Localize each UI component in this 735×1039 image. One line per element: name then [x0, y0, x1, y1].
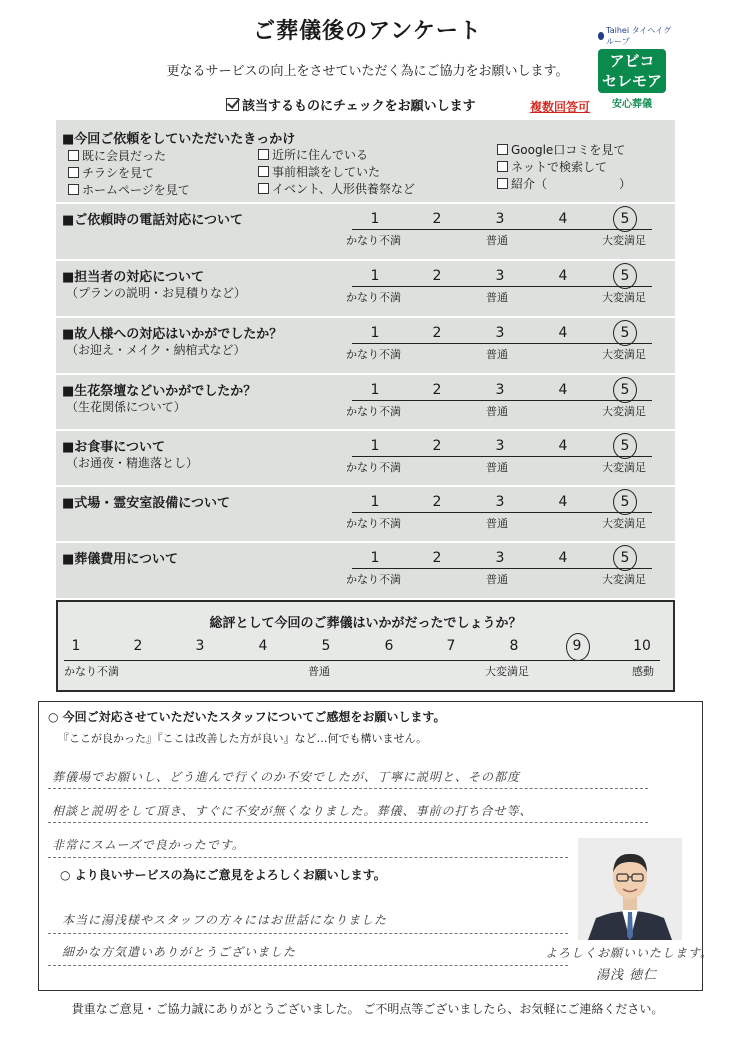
overall-option-10[interactable]: 10 [633, 638, 651, 654]
logo-group: Taihei タイヘイグループ [606, 26, 672, 46]
scale-line [352, 512, 652, 513]
overall-label-2: 大変満足 [485, 665, 529, 678]
rating-4-option-3[interactable]: 3 [495, 382, 505, 398]
dashed-line [48, 788, 648, 789]
option-homepage[interactable]: ホームページを見て [68, 181, 190, 198]
scale-label-low: かなり不満 [346, 517, 401, 530]
scale-label-high: 大変満足 [602, 234, 646, 247]
rating-3-option-5[interactable]: 5 [620, 325, 630, 341]
footer-note: 貴重なご意見・ご協力誠にありがとうございました。 ご不明点等ございましたら、お気軽にご連絡ください。 [71, 1002, 664, 1016]
scale-label-low: かなり不満 [346, 461, 401, 474]
scale-label-mid: 普通 [486, 517, 508, 530]
overall-option-3[interactable]: 3 [195, 638, 205, 654]
scale-line [352, 286, 652, 287]
scale-label-high: 大変満足 [602, 405, 646, 418]
rating-4-option-2[interactable]: 2 [432, 382, 442, 398]
scale-label-high: 大変満足 [602, 461, 646, 474]
checkbox-icon [68, 184, 79, 195]
rating-subtext-3: （お迎え・メイク・納棺式など） [66, 343, 246, 357]
rating-question-7: ■葬儀費用について [62, 552, 179, 567]
rating-1-option-4[interactable]: 4 [558, 211, 568, 227]
option-event[interactable]: イベント、人形供養祭など [258, 180, 415, 197]
overall-option-5[interactable]: 5 [321, 638, 331, 654]
checkbox-icon [258, 183, 269, 194]
scale-line [352, 568, 652, 569]
rating-2-option-4[interactable]: 4 [558, 268, 568, 284]
option-prior-consultation[interactable]: 事前相談をしていた [258, 163, 380, 180]
instruction-text: 該当するものにチェックをお願いします [242, 99, 476, 114]
checkbox-icon [68, 150, 79, 161]
checkbox-icon [68, 167, 79, 178]
rating-2-option-2[interactable]: 2 [432, 268, 442, 284]
rating-7-option-2[interactable]: 2 [432, 550, 442, 566]
scale-label-high: 大変満足 [602, 573, 646, 586]
improve-heading: ○ より良いサービスの為にご意見をよろしくお願いします。 [60, 868, 386, 882]
rating-question-1: ■ご依頼時の電話対応について [62, 213, 244, 228]
rating-4-option-4[interactable]: 4 [558, 382, 568, 398]
overall-option-1[interactable]: 1 [71, 638, 81, 654]
rating-7-option-1[interactable]: 1 [370, 550, 380, 566]
scale-label-high: 大変満足 [602, 291, 646, 304]
option-flyer[interactable]: チラシを見て [68, 164, 154, 181]
rating-question-3: ■故人様への対応はいかがでしたか？ [62, 327, 283, 342]
rating-5-option-2[interactable]: 2 [432, 438, 442, 454]
row-separator [56, 373, 675, 375]
overall-option-2[interactable]: 2 [133, 638, 143, 654]
staff-comment-line-1: 葬儀場でお願いし、どう進んで行くのか不安でしたが、丁寧に説明と、その都度 [52, 770, 521, 784]
rating-1-option-3[interactable]: 3 [495, 211, 505, 227]
rating-5-option-4[interactable]: 4 [558, 438, 568, 454]
scale-line [352, 456, 652, 457]
selected-circle-mark [566, 633, 590, 661]
overall-question: 総評として今回のご葬儀はいかがだったでしょうか？ [209, 616, 522, 631]
logo-line1: アビコ [609, 52, 655, 70]
scale-label-high: 大変満足 [602, 517, 646, 530]
row-separator [56, 316, 675, 318]
overall-option-9[interactable]: 9 [572, 638, 582, 654]
row-separator [56, 202, 675, 204]
staff-comment-line-3: 非常にスムーズで良かったです。 [52, 838, 245, 852]
checkbox-icon [497, 144, 508, 155]
rating-question-6: ■式場・霊安室設備について [62, 496, 231, 511]
checkbox-icon [497, 178, 508, 189]
scale-label-mid: 普通 [486, 405, 508, 418]
staff-photo [578, 838, 682, 940]
q1-label: ■今回ご依頼をしていただいたきっかけ [62, 132, 296, 147]
rating-subtext-4: （生花関係について） [66, 400, 186, 414]
scale-line [352, 400, 652, 401]
rating-question-2: ■担当者の対応について [62, 270, 205, 285]
staff-greeting: よろしくお願いいたします。 [545, 946, 714, 960]
rating-4-option-1[interactable]: 1 [370, 382, 380, 398]
rating-question-4: ■生花祭壇などいかがでしたか？ [62, 384, 257, 399]
checkbox-icon [258, 149, 269, 160]
row-separator [56, 259, 675, 261]
row-separator [56, 485, 675, 487]
rating-6-option-5[interactable]: 5 [620, 494, 630, 510]
rating-question-5: ■お食事について [62, 440, 166, 455]
scale-label-mid: 普通 [486, 461, 508, 474]
scale-label-low: かなり不満 [346, 405, 401, 418]
dashed-line [48, 965, 568, 966]
overall-section [56, 600, 675, 692]
scale-label-mid: 普通 [486, 348, 508, 361]
scale-label-low: かなり不満 [346, 348, 401, 361]
staff-comment-heading: ○ 今回ご対応させていただいたスタッフについてご感想をお願いします。 [48, 710, 446, 724]
rating-3-option-4[interactable]: 4 [558, 325, 568, 341]
rating-subtext-2: （プランの説明・お見積りなど） [66, 286, 247, 300]
checkbox-icon [258, 166, 269, 177]
improve-line-2: 細かな方気遣いありがとうございました [62, 945, 297, 959]
rating-5-option-1[interactable]: 1 [370, 438, 380, 454]
rating-2-option-1[interactable]: 1 [370, 268, 380, 284]
scale-line [352, 229, 652, 230]
option-web-search[interactable]: ネットで検索して [497, 158, 607, 175]
scale-label-low: かなり不満 [346, 234, 401, 247]
scale-label-mid: 普通 [486, 291, 508, 304]
logo-tagline: 安心葬儀 [612, 99, 652, 110]
overall-option-6[interactable]: 6 [384, 638, 394, 654]
scale-label-low: かなり不満 [346, 573, 401, 586]
rating-6-option-3[interactable]: 3 [495, 494, 505, 510]
rating-4-option-5[interactable]: 5 [620, 382, 630, 398]
rating-6-option-4[interactable]: 4 [558, 494, 568, 510]
overall-scale-line [64, 660, 660, 661]
checkbox-icon [497, 161, 508, 172]
rating-5-option-3[interactable]: 3 [495, 438, 505, 454]
option-google-reviews[interactable]: Google口コミを見て [497, 141, 625, 158]
staff-signature: 湯浅 徳仁 [596, 968, 658, 983]
dashed-line [48, 822, 648, 823]
staff-comment-hint: 『ここが良かった』『ここは改善した方が良い』など…何でも構いません。 [58, 732, 428, 745]
rating-2-option-5[interactable]: 5 [620, 268, 630, 284]
taihei-mark-icon [598, 32, 604, 40]
rating-1-option-1[interactable]: 1 [370, 211, 380, 227]
staff-comment-line-2: 相談と説明をして頂き、すぐに不安が無くなりました。葬儀、事前の打ち合せ等、 [52, 804, 533, 818]
dashed-line [48, 857, 568, 858]
rating-3-option-1[interactable]: 1 [370, 325, 380, 341]
rating-2-option-3[interactable]: 3 [495, 268, 505, 284]
overall-option-8[interactable]: 8 [509, 638, 519, 654]
overall-option-7[interactable]: 7 [446, 638, 456, 654]
rating-5-option-5[interactable]: 5 [620, 438, 630, 454]
scale-label-mid: 普通 [486, 573, 508, 586]
row-separator [56, 429, 675, 431]
rating-7-option-4[interactable]: 4 [558, 550, 568, 566]
rating-3-option-3[interactable]: 3 [495, 325, 505, 341]
rating-7-option-5[interactable]: 5 [620, 550, 630, 566]
option-neighborhood[interactable]: 近所に住んでいる [258, 146, 368, 163]
multiple-answers-note: 複数回答可 [530, 100, 591, 114]
scale-label-high: 大変満足 [602, 348, 646, 361]
overall-label-3: 感動 [632, 665, 654, 678]
option-referral[interactable]: 紹介（ ） [497, 175, 631, 192]
dashed-line [48, 933, 568, 934]
rating-subtext-5: （お通夜・精進落とし） [66, 456, 199, 470]
rating-1-option-5[interactable]: 5 [620, 211, 630, 227]
staff-portrait-icon [578, 838, 682, 940]
scale-label-low: かなり不満 [346, 291, 401, 304]
overall-label-1: 普通 [308, 665, 330, 678]
rating-7-option-3[interactable]: 3 [495, 550, 505, 566]
rating-1-option-2[interactable]: 2 [432, 211, 442, 227]
scale-line [352, 343, 652, 344]
page-subtitle: 更なるサービスの向上をさせていただく為にご協力をお願いします。 [166, 64, 569, 79]
rating-6-option-2[interactable]: 2 [432, 494, 442, 510]
overall-option-4[interactable]: 4 [258, 638, 268, 654]
checkmark-box-icon [226, 98, 239, 111]
company-logo [598, 25, 674, 110]
logo-line2: セレモア [601, 72, 662, 90]
overall-label-0: かなり不満 [64, 665, 119, 678]
option-member[interactable]: 既に会員だった [68, 147, 166, 164]
page-title: ご葬儀後のアンケート [253, 19, 482, 44]
check-instruction [226, 95, 476, 114]
rating-6-option-1[interactable]: 1 [370, 494, 380, 510]
row-separator [56, 541, 675, 543]
scale-label-mid: 普通 [486, 234, 508, 247]
rating-3-option-2[interactable]: 2 [432, 325, 442, 341]
improve-line-1: 本当に湯浅様やスタッフの方々にはお世話になりました [62, 913, 388, 927]
